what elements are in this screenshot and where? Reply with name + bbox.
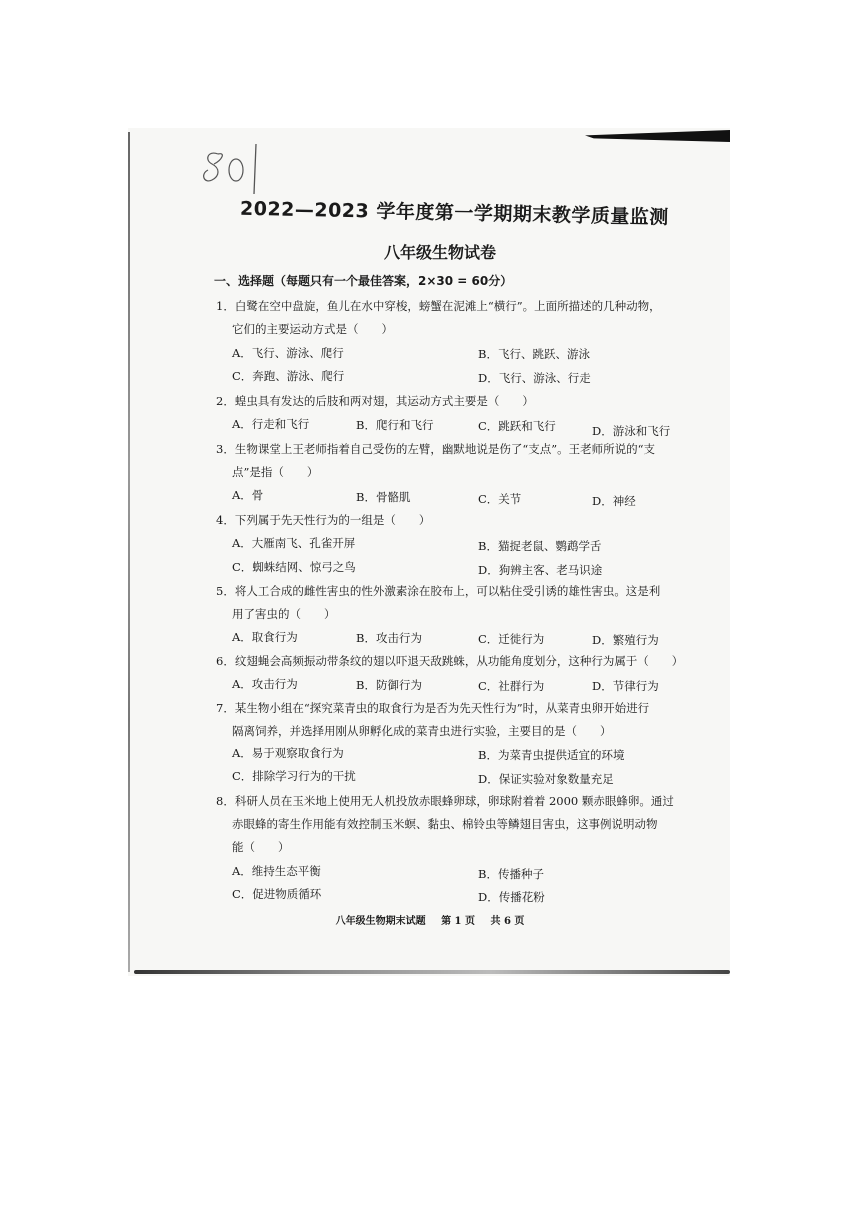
question-5-stem-line-2: 用了害虫的（ ） [232,607,336,621]
question-3-stem-line-1: 3．生物课堂上王老师指着自己受伤的左臂，幽默地说是伤了“支点”。王老师所说的“支 [216,442,655,456]
footer-page-number: 第 1 页 [441,916,475,927]
question-1-option-a: A．飞行、游泳、爬行 [232,346,344,360]
question-4-option-d: D．狗辨主客、老马识途 [478,563,603,577]
question-1-option-d: D．飞行、游泳、行走 [478,371,591,385]
question-5-option-c: C．迁徙行为 [478,632,545,646]
question-5-option-b: B．攻击行为 [356,631,422,645]
question-6-option-b: B．防御行为 [356,678,422,692]
question-1-stem-line-2: 它们的主要运动方式是（ ） [232,322,393,336]
question-5-option-a: A．取食行为 [232,630,298,644]
question-6-option-c: C．社群行为 [478,679,545,693]
question-7-stem-line-2: 隔离饲养，并选择用刚从卵孵化成的菜青虫进行实验，主要目的是（ ） [232,724,612,738]
question-8-stem-line-3: 能（ ） [232,840,290,854]
footer-total-pages: 共 6 页 [490,916,525,927]
paper-bottom-edge [134,970,730,974]
question-1-stem-line-1: 1．白鹭在空中盘旋，鱼儿在水中穿梭，螃蟹在泥滩上“横行”。上面所描述的几种动物， [216,299,661,313]
question-7-stem-line-1: 7．某生物小组在“探究菜青虫的取食行为是否为先天性行为”时，从菜青虫卵开始进行 [216,701,650,715]
question-2-option-a: A．行走和飞行 [232,417,310,431]
question-3-option-b: B．骨骼肌 [356,490,411,504]
question-5-option-d: D．繁殖行为 [592,633,659,647]
question-2-option-d: D．游泳和飞行 [592,424,671,438]
question-3-option-a: A．骨 [232,488,264,502]
question-8-stem-line-2: 赤眼蜂的寄生作用能有效控制玉米螟、黏虫、棉铃虫等鳞翅目害虫，这事例说明动物 [232,817,658,831]
question-4-option-b: B．猫捉老鼠、鹦鹉学舌 [478,539,602,553]
question-5-stem-line-1: 5．将人工合成的雌性害虫的性外激素涂在胶布上，可以粘住受引诱的雄性害虫。这是利 [216,584,661,598]
question-8-option-c: C．促进物质循环 [232,887,322,901]
question-2-stem: 2．蝗虫具有发达的后肢和两对翅，其运动方式主要是（ ） [216,394,534,408]
question-7-option-b: B．为菜青虫提供适宜的环境 [478,748,625,762]
question-8-option-d: D．传播花粉 [478,890,545,904]
question-8-option-b: B．传播种子 [478,867,544,881]
question-4-stem: 4．下列属于先天性行为的一组是（ ） [216,513,431,527]
paper-left-edge [128,132,130,972]
question-4-option-c: C．蜘蛛结网、惊弓之鸟 [232,560,356,574]
exam-subtitle: 八年级生物试卷 [383,243,496,262]
question-6-option-a: A．攻击行为 [232,677,298,691]
question-3-stem-line-2: 点”是指（ ） [232,465,319,479]
question-6-option-d: D．节律行为 [592,679,659,693]
question-7-option-c: C．排除学习行为的干扰 [232,769,356,783]
page-footer [0,912,860,927]
question-1-option-b: B．飞行、跳跃、游泳 [478,347,590,361]
footer-exam-name: 八年级生物期末试题 [335,916,426,927]
question-6-stem: 6．纹翅蝇会高频振动带条纹的翅以吓退天敌跳蛛，从功能角度划分，这种行为属于（ ） [216,654,684,668]
question-7-option-a: A．易于观察取食行为 [232,746,344,760]
question-3-option-c: C．关节 [478,492,522,506]
question-1-option-c: C．奔跑、游泳、爬行 [232,369,345,383]
question-4-option-a: A．大雁南飞、孔雀开屏 [232,536,356,550]
question-2-option-b: B．爬行和飞行 [356,418,434,432]
question-8-stem-line-1: 8．科研人员在玉米地上使用无人机投放赤眼蜂卵球，卵球附着着 2000 颗赤眼蜂卵。通过 [216,794,674,808]
question-3-option-d: D．神经 [592,494,636,508]
question-8-option-a: A．维持生态平衡 [232,864,321,878]
question-7-option-d: D．保证实验对象数量充足 [478,772,614,786]
section-heading: 一、选择题（每题只有一个最佳答案，2×30 = 60分） [214,274,513,288]
handwritten-mark [196,140,266,200]
question-2-option-c: C．跳跃和飞行 [478,419,556,433]
exam-title: 2022—2023 学年度第一学期期末教学质量监测 [239,197,670,229]
